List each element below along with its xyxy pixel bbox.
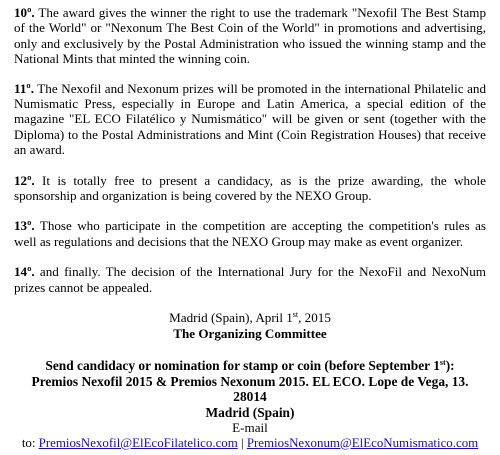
clause-text: It is totally free to present a candidacy, as is the prize awarding, the whole sponsorship and organization is being covered by the NEXO Group. bbox=[14, 172, 486, 204]
clause-12 bbox=[14, 173, 486, 204]
email-separator: | bbox=[241, 435, 244, 450]
email-label: E-mail bbox=[232, 420, 268, 436]
nexofil-email-link[interactable]: PremiosNexofil@ElEcoFilatelico.com bbox=[38, 435, 238, 450]
clause-14 bbox=[14, 264, 486, 295]
nomination-line-1: Send candidacy or nomination for stamp or coin (before September 1st): bbox=[45, 357, 455, 373]
nomination-line-2: Premios Nexofil 2015 & Premios Nexonum 2015. EL ECO. Lope de Vega, 13. 28014 bbox=[31, 373, 469, 405]
clause-10 bbox=[14, 5, 486, 67]
nomination-line-3: Madrid (Spain) bbox=[205, 404, 295, 420]
email-line bbox=[14, 436, 486, 451]
email-to-label: to: bbox=[21, 435, 36, 450]
clause-number: 10º. bbox=[14, 5, 35, 20]
organizing-committee: The Organizing Committee bbox=[173, 325, 327, 341]
clause-text: The award gives the winner the right to use the trademark "Nexofil The Best Stamp of the World" or "Nexonum The Best Coin of the World" in promotions and advertising, only and exclusively by the Postal Administration who issued the winning stamp and the National Mints that minted the winning coin. bbox=[14, 5, 486, 67]
clause-text: The Nexofil and Nexonum prizes will be promoted in the international Philatelic and Numismatic Press, especially in Europe and Latin America, a special edition of the magazine "EL ECO Filatélico y Numismático" will be given or sent (together with the Diploma) to the Postal Administrations and Mint (Coin Registration Houses) that receive an award. bbox=[14, 80, 486, 158]
clause-number: 13º. bbox=[14, 218, 35, 234]
clause-text: Those who participate in the competition are accepting the competition's rules as well as regulations and decisions that the NEXO Group may make as event organizer. bbox=[14, 218, 486, 249]
clause-11 bbox=[14, 81, 486, 158]
nexonum-email-link[interactable]: PremiosNexonum@ElEcoNumismatico.com bbox=[246, 435, 479, 450]
ordinal-suffix: st bbox=[292, 310, 299, 320]
clause-text: and finally. The decision of the International Jury for the NexoFil and NexoNum prizes cannot be appealed. bbox=[14, 264, 486, 295]
signature-date: Madrid (Spain), April 1st, 2015 bbox=[169, 310, 331, 326]
clause-13 bbox=[14, 218, 486, 249]
clause-number: 11º. bbox=[14, 80, 34, 96]
ordinal-suffix: st bbox=[439, 357, 446, 367]
clause-number: 12º. bbox=[14, 172, 35, 188]
clause-number: 14º. bbox=[14, 264, 35, 280]
